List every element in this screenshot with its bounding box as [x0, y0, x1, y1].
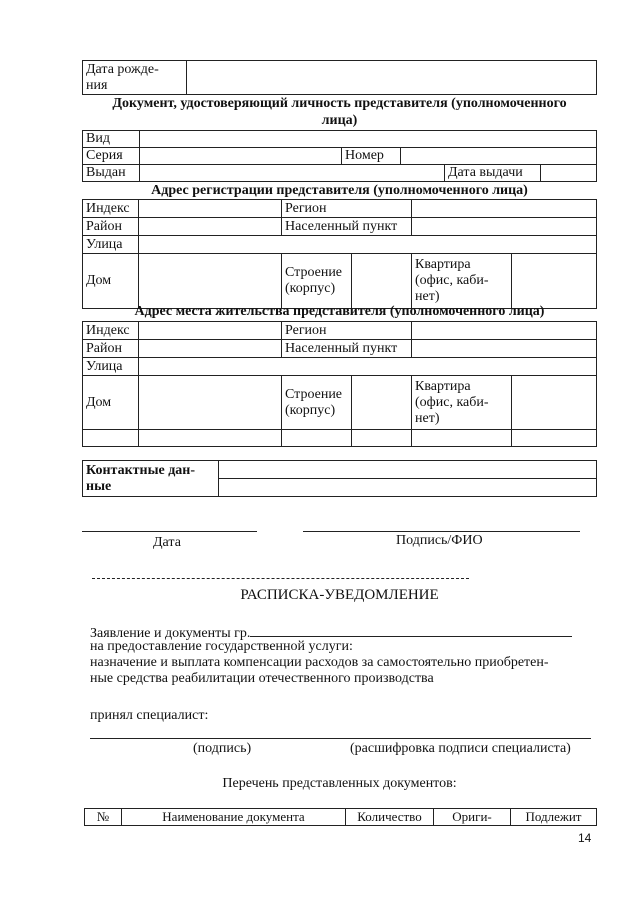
- reg-building-field[interactable]: [352, 254, 412, 309]
- res-extra-cell-6[interactable]: [512, 430, 597, 447]
- res-extra-cell-1[interactable]: [83, 430, 139, 447]
- reg-district-label: Район: [83, 218, 139, 236]
- reg-locality-field[interactable]: [412, 218, 597, 236]
- reg-region-field[interactable]: [412, 200, 597, 218]
- rep-birth-label: Дата рожде- ния: [83, 61, 187, 95]
- id-doc-series-label: Серия: [83, 148, 140, 165]
- reg-locality-label: Населенный пункт: [282, 218, 412, 236]
- id-doc-date-field[interactable]: [541, 165, 597, 182]
- reg-house-label: Дом: [83, 254, 139, 309]
- res-address-title: Адрес места жительства представителя (уполномоченного лица): [134, 304, 545, 319]
- receipt-title: РАСПИСКА-УВЕДОМЛЕНИЕ: [240, 587, 439, 603]
- res-house-label: Дом: [83, 376, 139, 430]
- docs-header-number: №: [85, 809, 122, 826]
- res-district-field[interactable]: [139, 340, 282, 358]
- res-apartment-field[interactable]: [512, 376, 597, 430]
- docs-header-quantity: Количество: [346, 809, 434, 826]
- decode-caption: (расшифровка подписи специалиста): [350, 741, 571, 756]
- specialist-sign-line[interactable]: [90, 738, 591, 739]
- page-number: 14: [578, 831, 592, 845]
- applicant-name-field[interactable]: [250, 622, 572, 637]
- res-region-label: Регион: [282, 322, 412, 340]
- id-doc-kind-field[interactable]: [140, 131, 597, 148]
- res-street-label: Улица: [83, 358, 139, 376]
- contacts-field-2[interactable]: [219, 479, 597, 497]
- res-building-field[interactable]: [352, 376, 412, 430]
- res-locality-label: Населенный пункт: [282, 340, 412, 358]
- res-house-field[interactable]: [139, 376, 282, 430]
- docs-header-original: Ориги-: [434, 809, 511, 826]
- reg-building-label: Строение (корпус): [282, 254, 352, 309]
- receipt-line-2: на предоставление государственной услуги:: [90, 639, 353, 654]
- contacts-field-1[interactable]: [219, 461, 597, 479]
- res-street-field[interactable]: [139, 358, 597, 376]
- docs-list-title: Перечень представленных документов:: [222, 776, 457, 791]
- docs-header-name: Наименование документа: [122, 809, 346, 826]
- res-region-field[interactable]: [412, 322, 597, 340]
- id-doc-title-1: Документ, удостоверяющий личность представителя (уполномоченного: [112, 96, 567, 111]
- id-doc-table: [82, 130, 597, 182]
- res-extra-cell-2[interactable]: [139, 430, 282, 447]
- accepted-by-text: принял специалист:: [90, 708, 209, 723]
- cut-line: [92, 578, 469, 579]
- reg-street-label: Улица: [83, 236, 139, 254]
- reg-street-field[interactable]: [139, 236, 597, 254]
- signature-caption: Подпись/ФИО: [396, 533, 483, 548]
- res-apartment-label: Квартира (офис, каби- нет): [412, 376, 512, 430]
- id-doc-issued-label: Выдан: [83, 165, 140, 182]
- date-line: [82, 531, 257, 532]
- reg-index-field[interactable]: [139, 200, 282, 218]
- reg-address-table: [82, 199, 597, 309]
- contacts-table: [82, 460, 597, 497]
- res-locality-field[interactable]: [412, 340, 597, 358]
- reg-index-label: Индекс: [83, 200, 139, 218]
- rep-birth-table: [82, 60, 597, 95]
- id-doc-kind-label: Вид: [83, 131, 140, 148]
- reg-district-field[interactable]: [139, 218, 282, 236]
- res-extra-cell-3[interactable]: [282, 430, 352, 447]
- res-index-label: Индекс: [83, 322, 139, 340]
- id-doc-date-label: Дата выдачи: [445, 165, 541, 182]
- reg-region-label: Регион: [282, 200, 412, 218]
- id-doc-number-field[interactable]: [401, 148, 597, 165]
- receipt-applicant-text: Заявление и документы гр.: [90, 626, 251, 641]
- res-extra-cell-4[interactable]: [352, 430, 412, 447]
- res-index-field[interactable]: [139, 322, 282, 340]
- id-doc-series-field[interactable]: [140, 148, 342, 165]
- res-extra-cell-5[interactable]: [412, 430, 512, 447]
- receipt-line-3: назначение и выплата компенсации расходов за самостоятельно приобретен-: [90, 655, 549, 670]
- res-district-label: Район: [83, 340, 139, 358]
- reg-house-field[interactable]: [139, 254, 282, 309]
- reg-apartment-label: Квартира (офис, каби- нет): [412, 254, 512, 309]
- docs-table: [84, 808, 597, 826]
- id-doc-issued-field[interactable]: [140, 165, 445, 182]
- contacts-label: Контактные дан- ные: [83, 461, 219, 497]
- id-doc-title-2: лица): [321, 113, 358, 128]
- id-doc-number-label: Номер: [342, 148, 401, 165]
- res-address-table: [82, 321, 597, 447]
- date-caption: Дата: [153, 535, 181, 550]
- res-building-label: Строение (корпус): [282, 376, 352, 430]
- reg-apartment-field[interactable]: [512, 254, 597, 309]
- receipt-line-4: ные средства реабилитации отечественного производства: [90, 671, 434, 686]
- sign-caption: (подпись): [193, 741, 252, 756]
- rep-birth-field[interactable]: [187, 61, 597, 95]
- reg-address-title: Адрес регистрации представителя (уполномоченного лица): [151, 183, 528, 198]
- docs-header-subject: Подлежит: [511, 809, 597, 826]
